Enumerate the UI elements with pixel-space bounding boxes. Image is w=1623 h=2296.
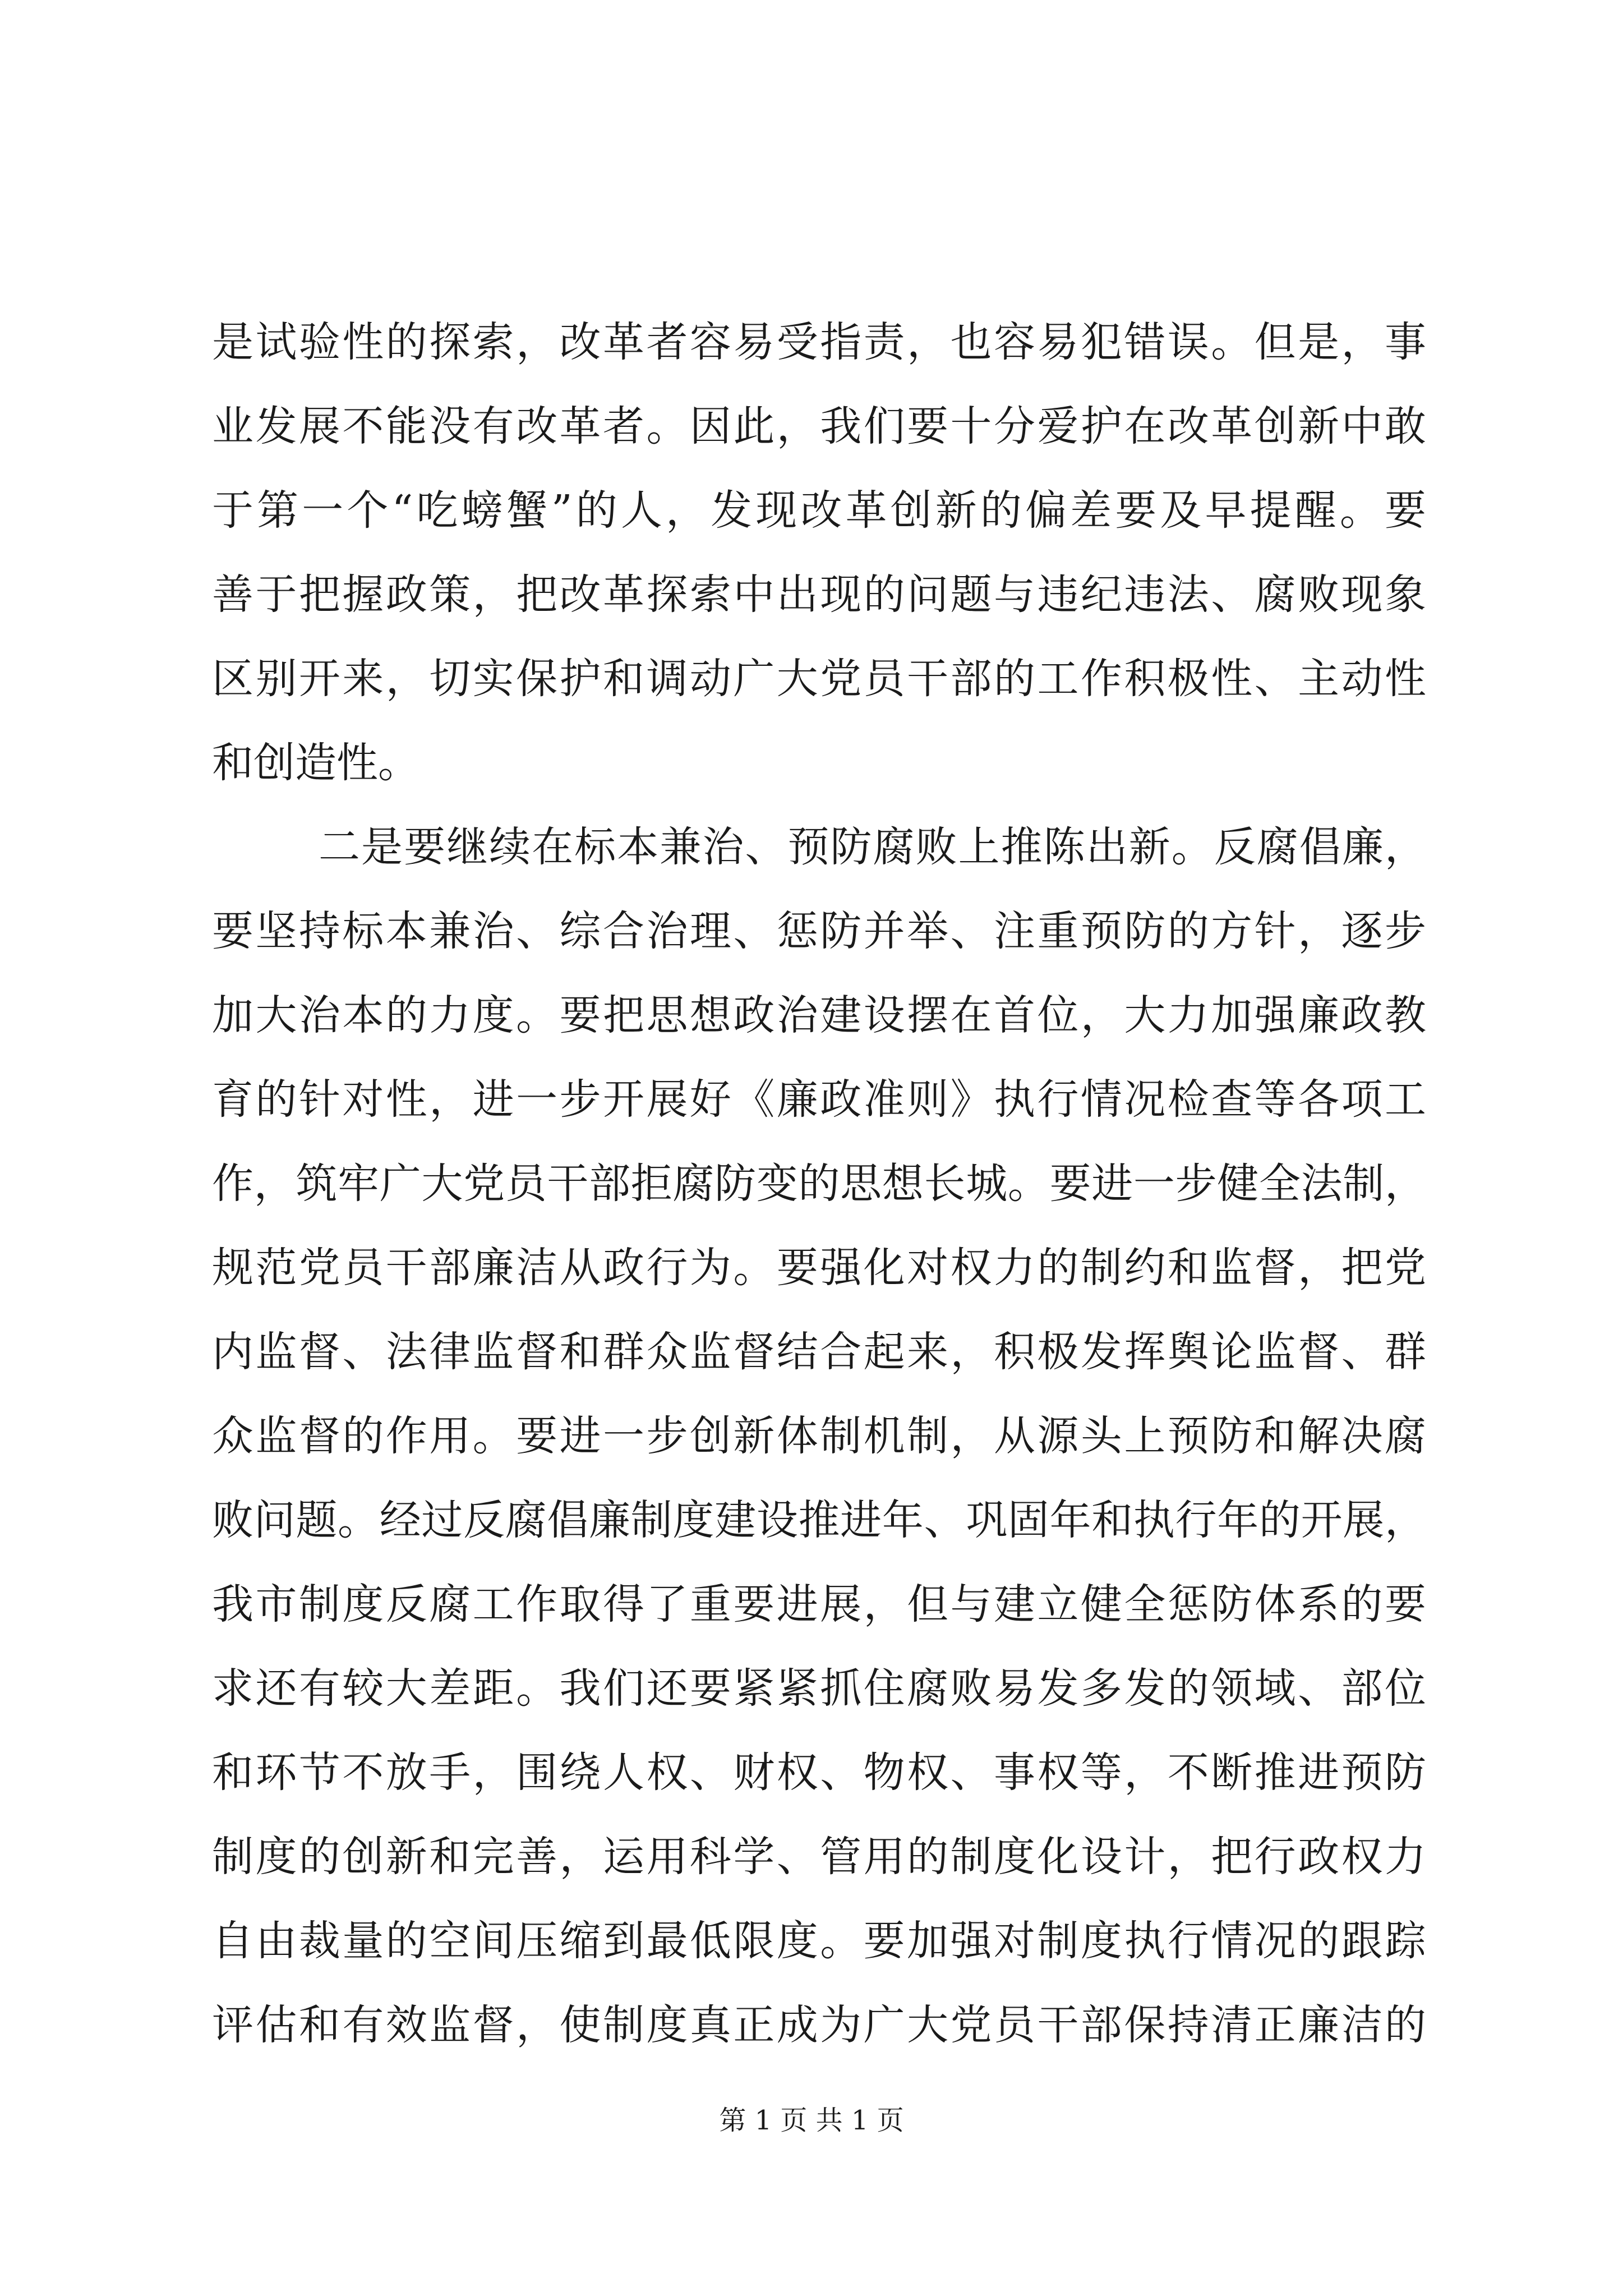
document-body — [212, 300, 1426, 2067]
text-line: 要坚持标本兼治、综合治理、惩防并举、注重预防的方针，逐步 — [212, 907, 1426, 955]
text-line: 求还有较大差距。我们还要紧紧抓住腐败易发多发的领域、部位 — [212, 1664, 1426, 1713]
text-line: 二是要继续在标本兼治、预防腐败上推陈出新。反腐倡廉， — [319, 823, 1426, 871]
text-line: 作，筑牢广大党员干部拒腐防变的思想长城。要进一步健全法制， — [212, 1159, 1426, 1208]
text-line: 评估和有效监督，使制度真正成为广大党员干部保持清正廉洁的 — [212, 2001, 1426, 2049]
text-line: 自由裁量的空间压缩到最低限度。要加强对制度执行情况的跟踪 — [212, 1917, 1426, 1965]
text-line: 业发展不能没有改革者。因此，我们要十分爱护在改革创新中敢 — [212, 402, 1426, 450]
text-line: 于第一个“吃螃蟹”的人，发现改革创新的偏差要及早提醒。要 — [212, 486, 1426, 535]
text-line: 和环节不放手，围绕人权、财权、物权、事权等，不断推进预防 — [212, 1749, 1426, 1797]
text-line: 制度的创新和完善，运用科学、管用的制度化设计，把行政权力 — [212, 1833, 1426, 1881]
text-line: 败问题。经过反腐倡廉制度建设推进年、巩固年和执行年的开展， — [212, 1496, 1426, 1544]
page-number-label: 第 1 页 共 1 页 — [719, 2105, 904, 2136]
text-line: 我市制度反腐工作取得了重要进展，但与建立健全惩防体系的要 — [212, 1580, 1426, 1628]
text-line: 和创造性。 — [212, 739, 419, 787]
page-footer — [0, 2101, 1623, 2140]
text-line: 育的针对性，进一步开展好《廉政准则》执行情况检查等各项工 — [212, 1075, 1426, 1124]
text-line: 是试验性的探索，改革者容易受指责，也容易犯错误。但是，事 — [212, 318, 1426, 366]
text-line: 内监督、法律监督和群众监督结合起来，积极发挥舆论监督、群 — [212, 1328, 1426, 1376]
text-line: 规范党员干部廉洁从政行为。要强化对权力的制约和监督，把党 — [212, 1244, 1426, 1292]
text-line: 善于把握政策，把改革探索中出现的问题与违纪违法、腐败现象 — [212, 570, 1426, 619]
text-line: 众监督的作用。要进一步创新体制机制，从源头上预防和解决腐 — [212, 1412, 1426, 1460]
text-line: 区别开来，切实保护和调动广大党员干部的工作积极性、主动性 — [212, 655, 1426, 703]
text-line: 加大治本的力度。要把思想政治建设摆在首位，大力加强廉政教 — [212, 991, 1426, 1039]
